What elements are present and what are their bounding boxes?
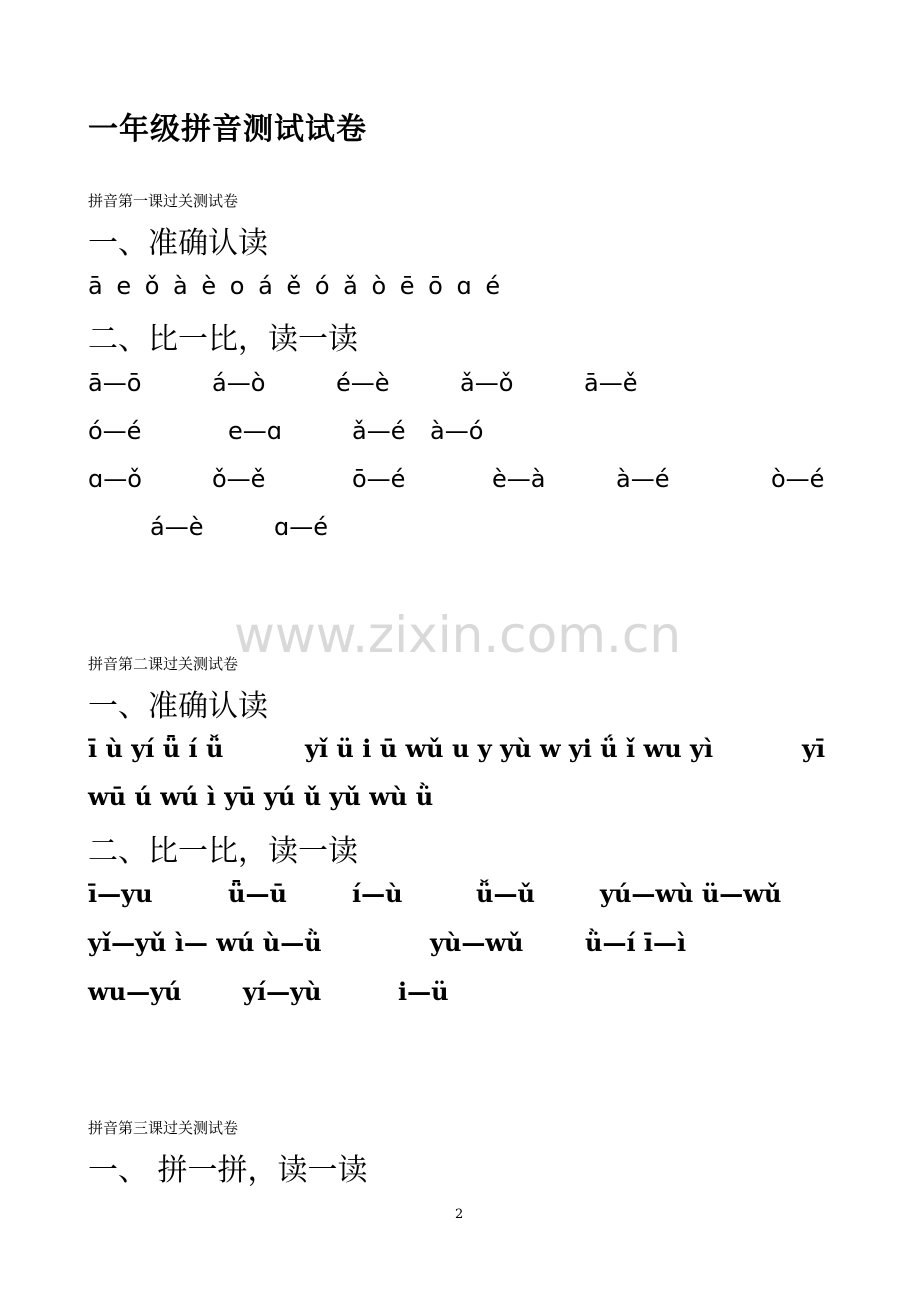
pinyin-pair: á—ò <box>212 369 266 397</box>
pinyin-pair: ò—é <box>771 465 825 493</box>
pinyin-pair: ó—é <box>88 417 142 445</box>
pinyin-pair: ā—ō <box>88 369 142 397</box>
pinyin-pair: à—ó <box>430 417 484 445</box>
pinyin-pair: yù—wǔ <box>430 928 524 957</box>
pinyin-pair: ǎ—ǒ <box>460 369 514 397</box>
pinyin-pair: ɑ—ǒ <box>88 465 142 493</box>
pinyin-pair: ǜ—í ī—ì <box>585 928 687 957</box>
lesson-1-read-line: ā e ǒ à è o á ě ó ǎ ò ē ō ɑ é <box>88 272 501 300</box>
pinyin-group: ī ù yí ǖ í ǚ <box>88 734 224 763</box>
lesson-2-section-compare: 二、比一比，读一读 <box>88 834 358 869</box>
pinyin-pair: yǐ—yǔ ì— wú ù—ǜ <box>88 928 322 957</box>
pinyin-pair: ǚ—ǔ <box>476 879 535 908</box>
pinyin-pair: e—ɑ <box>228 417 282 445</box>
pinyin-pair: ā—ě <box>584 369 638 397</box>
lesson-1-section-compare: 二、比一比，读一读 <box>88 322 358 357</box>
pinyin-pair: ō—é <box>352 465 406 493</box>
pinyin-pair: yí—yù <box>243 977 322 1006</box>
pinyin-pair: ī—yu <box>88 879 153 908</box>
lesson-1-section-read: 一、准确认读 <box>88 226 268 261</box>
pinyin-pair: wu—yú <box>88 977 182 1006</box>
pinyin-pair: ǖ—ū <box>228 879 287 908</box>
pinyin-pair: í—ù <box>352 879 403 908</box>
pinyin-group: yǐ ü i ū wǔ u y yù w yi ǘ ǐ wu yì <box>305 734 714 763</box>
pinyin-pair: è—à <box>492 465 546 493</box>
pinyin-pair: i—ü <box>398 977 449 1006</box>
pinyin-pair: ǒ—ě <box>212 465 266 493</box>
lesson-2-heading: 拼音第二课过关测试卷 <box>88 655 239 673</box>
watermark: www.zixin.com.cn <box>234 606 682 664</box>
pinyin-group: wū ú wú ì yū yú ǔ yǔ wù ǜ <box>88 782 434 811</box>
pinyin-pair: à—é <box>616 465 670 493</box>
pinyin-pair: yú—wù ü—wǔ <box>600 879 782 908</box>
lesson-1-heading: 拼音第一课过关测试卷 <box>88 192 239 210</box>
pinyin-pair: ɑ—é <box>274 513 328 541</box>
pinyin-pair: é—è <box>336 369 390 397</box>
pinyin-pair: ǎ—é <box>352 417 406 445</box>
lesson-2-section-read: 一、准确认读 <box>88 689 268 724</box>
page-title: 一年级拼音测试试卷 <box>88 112 367 147</box>
lesson-3-section-spell: 一、 拼一拼，读一读 <box>88 1153 368 1188</box>
lesson-3-heading: 拼音第三课过关测试卷 <box>88 1119 239 1137</box>
pinyin-group: yī <box>802 734 826 763</box>
pinyin-pair: á—è <box>150 513 204 541</box>
page-number: 2 <box>455 1207 464 1222</box>
